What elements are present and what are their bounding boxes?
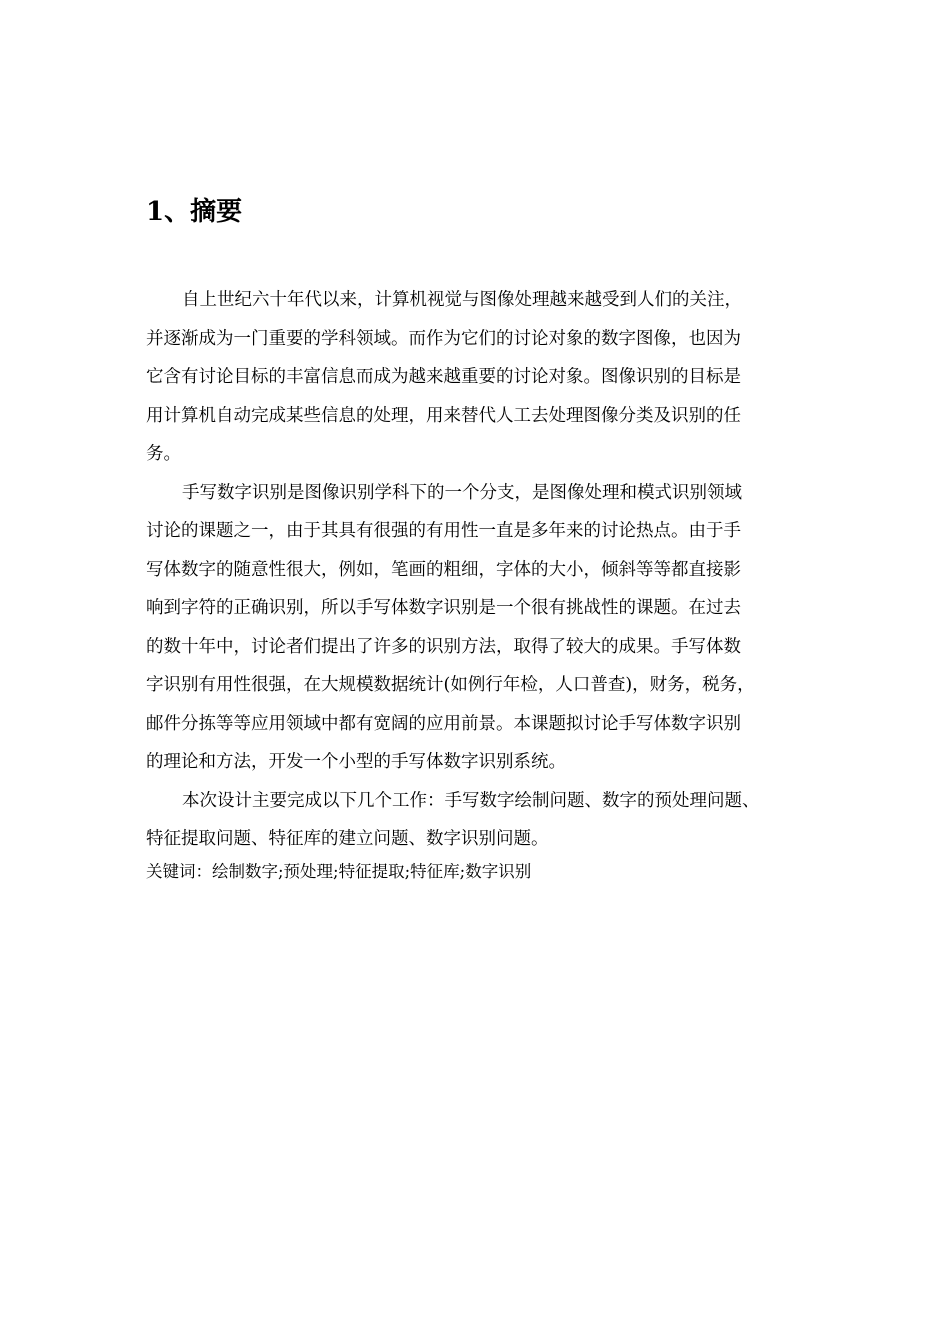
text-line: 字识别有用性很强，在大规模数据统计(如例行年检，人口普查)，财务，税务， — [146, 675, 755, 695]
text-line: 写体数字的随意性很大，例如，笔画的粗细，字体的大小，倾斜等等都直接影 — [146, 559, 741, 580]
text-line: 务。 — [146, 444, 181, 464]
text-line: 手写数字识别是图像识别学科下的一个分支，是图像处理和模式识别领域 — [182, 482, 742, 503]
text-line: 的数十年中，讨论者们提出了许多的识别方法，取得了较大的成果。手写体数 — [146, 636, 741, 657]
section-heading: 1、摘要 — [146, 197, 243, 227]
keywords-line: 关键词：绘制数字;预处理;特征提取;特征库;数字识别 — [146, 861, 532, 881]
text-line: 响到字符的正确识别，所以手写体数字识别是一个很有挑战性的课题。在过去 — [146, 598, 741, 618]
text-line: 讨论的课题之一，由于其具有很强的有用性一直是多年来的讨论热点。由于手 — [146, 521, 741, 541]
text-line: 它含有讨论目标的丰富信息而成为越来越重要的讨论对象。图像识别的目标是 — [146, 367, 741, 387]
text-line: 邮件分拣等等应用领域中都有宽阔的应用前景。本课题拟讨论手写体数字识别 — [146, 713, 741, 734]
text-line: 并逐渐成为一门重要的学科领域。而作为它们的讨论对象的数字图像，也因为 — [146, 328, 741, 349]
text-line: 的理论和方法，开发一个小型的手写体数字识别系统。 — [146, 752, 566, 772]
text-line: 本次设计主要完成以下几个工作：手写数字绘制问题、数字的预处理问题、 — [182, 790, 760, 811]
text-line: 特征提取问题、特征库的建立问题、数字识别问题。 — [146, 829, 549, 849]
text-line: 自上世纪六十年代以来，计算机视觉与图像处理越来越受到人们的关注， — [182, 290, 742, 310]
text-line: 用计算机自动完成某些信息的处理，用来替代人工去处理图像分类及识别的任 — [146, 405, 741, 426]
paragraph-3 — [146, 782, 818, 859]
paragraph-1 — [146, 281, 818, 474]
paragraph-2 — [146, 474, 818, 782]
abstract-body — [146, 281, 818, 888]
